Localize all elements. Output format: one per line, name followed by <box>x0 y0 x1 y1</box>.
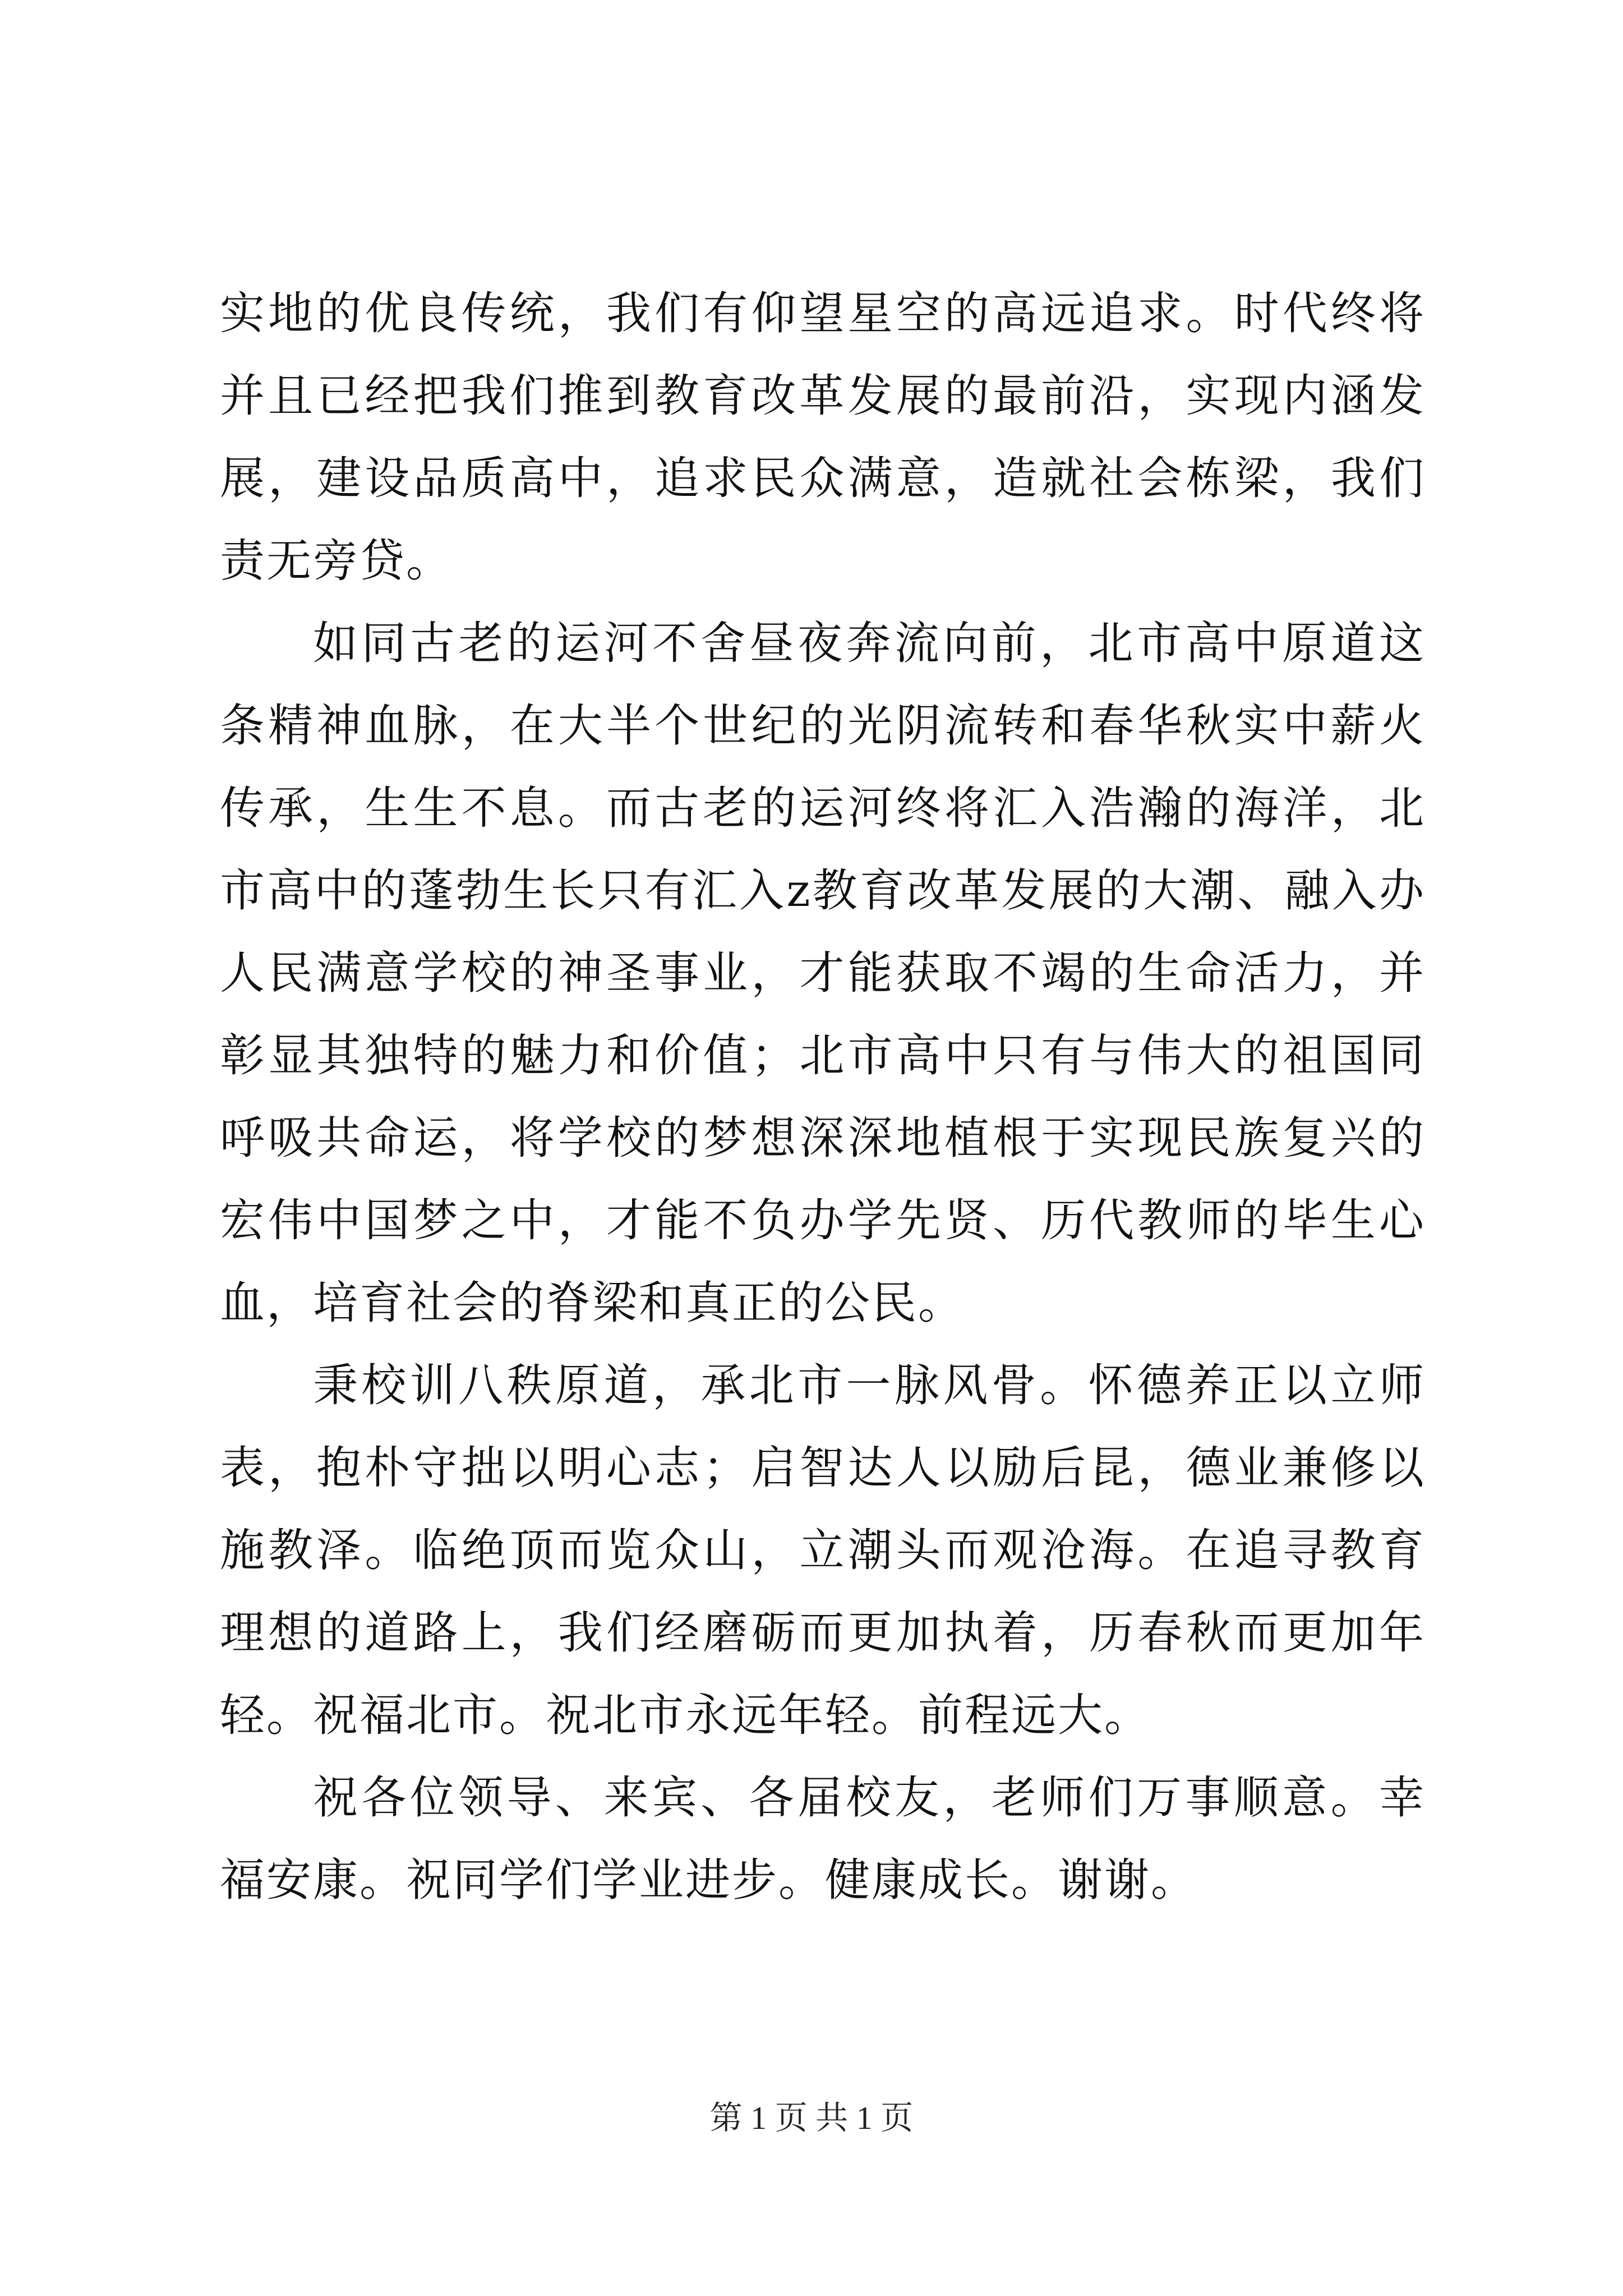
paragraph-4: 祝各位领导、来宾、各届校友，老师们万事顺意。幸福安康。祝同学们学业进步。健康成长。谢谢。 <box>220 1772 1426 1906</box>
page-number-footer: 第 1 页 共 1 页 <box>709 2100 914 2136</box>
paragraph-1: 实地的优良传统，我们有仰望星空的高远追求。时代终将并且已经把我们推到教育改革发展的最前沿，实现内涵发展，建设品质高中，追求民众满意，造就社会栋梁，我们责无旁贷。 <box>220 287 1426 587</box>
paragraph-3: 秉校训八秩原道，承北市一脉风骨。怀德养正以立师表，抱朴守拙以明心志；启智达人以励后昆，德业兼修以施教泽。临绝顶而览众山，立潮头而观沧海。在追寻教育理想的道路上，我们经磨砺而更加执着，历春秋而更加年轻。祝福北市。祝北市永远年轻。前程远大。 <box>220 1359 1426 1741</box>
body-text <box>220 272 1426 1921</box>
paragraph-2: 如同古老的运河不舍昼夜奔流向前，北市高中原道这条精神血脉，在大半个世纪的光阴流转和春华秋实中薪火传承，生生不息。而古老的运河终将汇入浩瀚的海洋，北市高中的蓬勃生长只有汇入z教育改革发展的大潮、融入办人民满意学校的神圣事业，才能获取不竭的生命活力，并彰显其独特的魅力和价值；北市高中只有与伟大的祖国同呼吸共命运，将学校的梦想深深地植根于实现民族复兴的宏伟中国梦之中，才能不负办学先贤、历代教师的毕生心血，培育社会的脊梁和真正的公民。 <box>220 617 1426 1329</box>
